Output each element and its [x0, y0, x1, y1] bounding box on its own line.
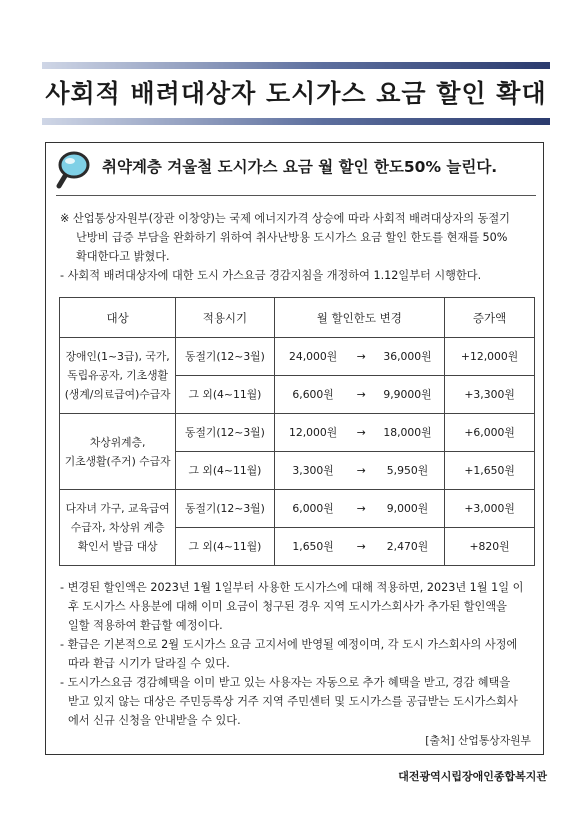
to-amount: 2,470원	[371, 528, 445, 566]
arrow-icon: →	[352, 528, 371, 566]
arrow-icon: →	[352, 490, 371, 528]
subheading-text: 취약계층 겨울철 도시가스 요금 월 할인 한도50% 늘린다.	[102, 158, 498, 176]
note-line: 일할 적용하여 환급할 예정이다.	[68, 619, 223, 632]
increase-amount: +3,000원	[445, 490, 535, 528]
target-line: 확인서 발급 대상	[77, 540, 158, 553]
target-line: (생계/의료급여)수급자	[64, 388, 171, 401]
to-amount: 18,000원	[371, 414, 445, 452]
from-amount: 6,000원	[274, 490, 352, 528]
header-target: 대상	[60, 298, 176, 338]
table-row	[60, 414, 535, 452]
period-cell: 동절기(12~3월)	[176, 490, 274, 528]
to-amount: 9,9000원	[371, 376, 445, 414]
intro-line: 확대한다고 밝혔다.	[76, 250, 170, 263]
target-line: 다자녀 가구, 교육급여	[65, 502, 170, 515]
increase-amount: +12,000원	[445, 338, 535, 376]
target-cell	[60, 414, 176, 490]
title-bottom-bar	[42, 118, 550, 125]
target-cell	[60, 338, 176, 414]
page-title: 사회적 배려대상자 도시가스 요금 할인 확대	[45, 79, 547, 108]
note-line: - 도시가스요금 경감혜택을 이미 받고 있는 사용자는 자동으로 추가 혜택을 받고, 경감 혜택을	[60, 676, 511, 689]
arrow-icon: →	[352, 376, 371, 414]
discount-table	[59, 297, 535, 566]
target-line: 수급자, 차상위 계층	[70, 521, 165, 534]
header-increase: 증가액	[445, 298, 535, 338]
from-amount: 6,600원	[274, 376, 352, 414]
table-row	[60, 338, 535, 376]
period-cell: 그 외(4~11월)	[176, 452, 274, 490]
note-line: - 변경된 할인액은 2023년 1월 1일부터 사용한 도시가스에 대해 적용하면, 2023년 1월 1일 이	[60, 581, 524, 594]
note-line: 후 도시가스 사용분에 대해 이미 요금이 청구된 경우 지역 도시가스회사가 추가된 할인액을	[68, 600, 507, 613]
increase-amount: +820원	[445, 528, 535, 566]
magnifier-icon	[56, 149, 96, 189]
organization-name: 대전광역시립장애인종합복지관	[398, 770, 547, 783]
intro-line: ※ 산업통상자원부(장관 이창양)는 국제 에너지가격 상승에 따라 사회적 배려대상자의 동절기	[60, 212, 510, 225]
arrow-icon: →	[352, 452, 371, 490]
target-cell	[60, 490, 176, 566]
increase-amount: +3,300원	[445, 376, 535, 414]
period-cell: 동절기(12~3월)	[176, 414, 274, 452]
to-amount: 9,000원	[371, 490, 445, 528]
period-cell: 그 외(4~11월)	[176, 528, 274, 566]
increase-amount: +1,650원	[445, 452, 535, 490]
target-line: 차상위계층,	[89, 435, 146, 449]
note-line: 에서 신규 신청을 안내받을 수 있다.	[68, 714, 241, 727]
target-line: 독립유공자, 기초생활	[67, 369, 169, 382]
table-header-row	[60, 298, 535, 338]
arrow-icon: →	[352, 338, 371, 376]
title-top-bar	[42, 62, 550, 69]
intro-line: 난방비 급증 부담을 완화하기 위하여 취사난방용 도시가스 요금 할인 한도를 현재를 50%	[76, 231, 508, 244]
from-amount: 3,300원	[274, 452, 352, 490]
subheading	[56, 143, 536, 196]
from-amount: 12,000원	[274, 414, 352, 452]
to-amount: 5,950원	[371, 452, 445, 490]
content-box	[45, 142, 544, 755]
header-limit-change: 월 할인한도 변경	[274, 298, 445, 338]
to-amount: 36,000원	[371, 338, 445, 376]
increase-amount: +6,000원	[445, 414, 535, 452]
target-line: 장애인(1~3급), 국가,	[65, 350, 170, 363]
intro-line: - 사회적 배려대상자에 대한 도시 가스요금 경감지침을 개정하여 1.12일부터 시행한다.	[60, 269, 482, 282]
from-amount: 1,650원	[274, 528, 352, 566]
period-cell: 그 외(4~11월)	[176, 376, 274, 414]
header-period: 적용시기	[176, 298, 274, 338]
table-row	[60, 490, 535, 528]
note-line: 따라 환급 시기가 달라질 수 있다.	[68, 657, 230, 670]
note-line: 받고 있지 않는 대상은 주민등록상 거주 지역 주민센터 및 도시가스를 공급받는 도시가스회사	[68, 695, 518, 708]
source-credit: [출처] 산업통상자원부	[425, 734, 531, 747]
from-amount: 24,000원	[274, 338, 352, 376]
target-line: 기초생활(주거) 수급자	[64, 454, 171, 468]
period-cell: 동절기(12~3월)	[176, 338, 274, 376]
arrow-icon: →	[352, 414, 371, 452]
note-line: - 환급은 기본적으로 2월 도시가스 요금 고지서에 반영될 예정이며, 각 도시 가스회사의 사정에	[60, 638, 518, 651]
